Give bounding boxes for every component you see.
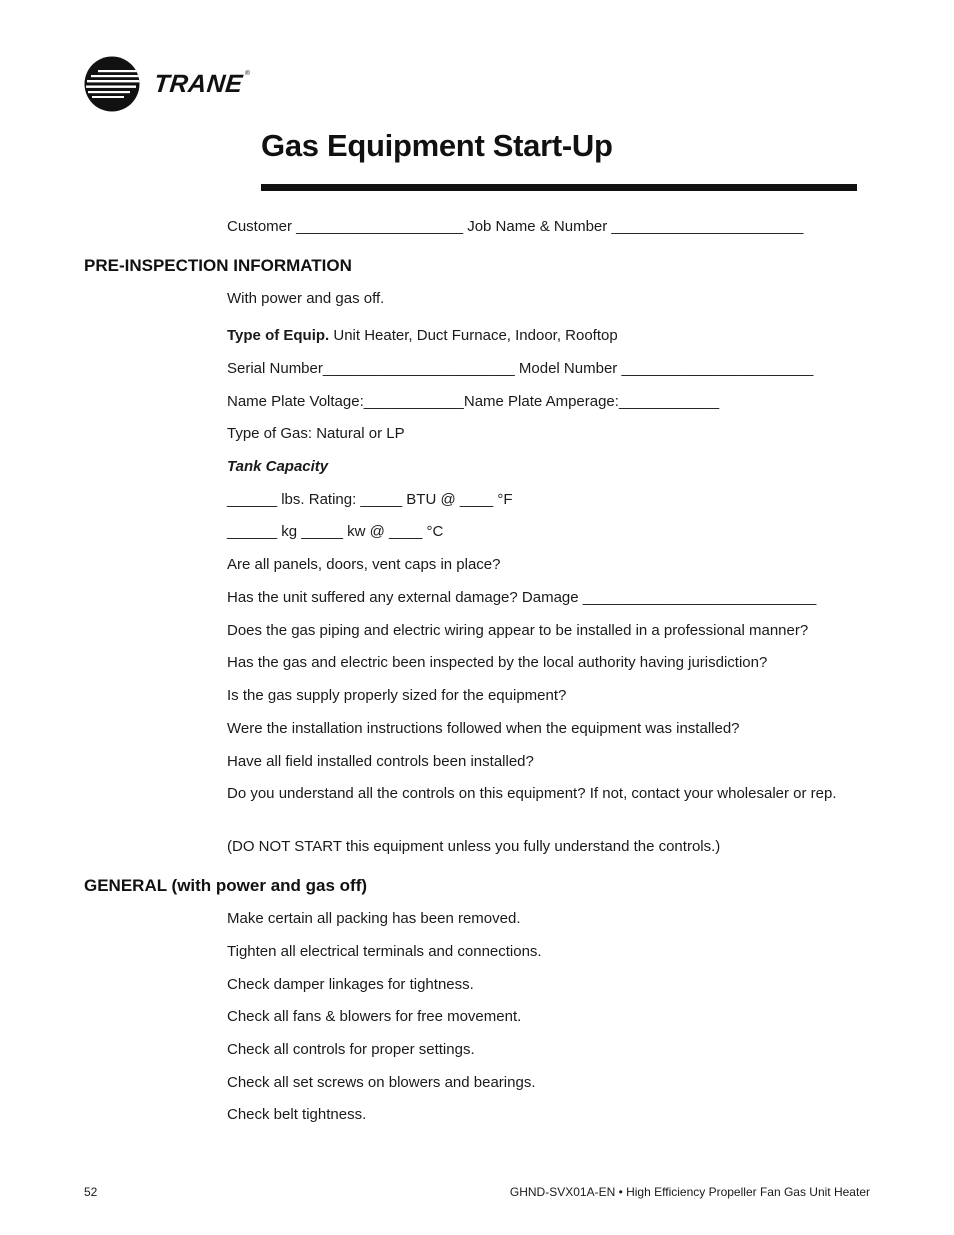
tank-capacity-label: Tank Capacity: [227, 458, 329, 475]
question-item: Is the gas supply properly sized for the equipment?: [227, 687, 567, 704]
question-item: Have all field installed controls been installed?: [227, 753, 534, 770]
trane-wordmark: TRANE®: [152, 69, 251, 98]
checklist-item: Check damper linkages for tightness.: [227, 976, 474, 993]
pre-inspection-heading: PRE-INSPECTION INFORMATION: [84, 256, 352, 275]
question-item: Are all panels, doors, vent caps in place?: [227, 556, 501, 573]
document-reference: GHND-SVX01A-EN • High Efficiency Propeller Fan Gas Unit Heater: [509, 1185, 870, 1199]
question-item: Does the gas piping and electric wiring appear to be installed in a professional manner?: [227, 622, 809, 639]
equip-type-line: [227, 325, 618, 346]
controls-warning: (DO NOT START this equipment unless you fully understand the controls.): [227, 838, 721, 855]
question-item: Has the unit suffered any external damage? Damage ____________________________: [227, 589, 817, 606]
power-note: With power and gas off.: [227, 290, 385, 307]
checklist-item: Check belt tightness.: [227, 1106, 367, 1123]
trane-circle-logo-icon: [84, 56, 140, 112]
question-item: Were the installation instructions followed when the equipment was installed?: [227, 720, 740, 737]
tank-lbs-line: ______ lbs. Rating: _____ BTU @ ____ °F: [227, 491, 513, 508]
title-rule: [261, 184, 857, 191]
checklist-item: Check all fans & blowers for free movement.: [227, 1008, 522, 1025]
trane-logo: [84, 56, 249, 112]
question-item: Do you understand all the controls on this equipment? If not, contact your wholesaler or rep.: [227, 785, 837, 802]
gas-type-line: Type of Gas: Natural or LP: [227, 425, 405, 442]
serial-model-line: Serial Number_______________________ Model Number _______________________: [227, 360, 814, 377]
checklist-item: Check all controls for proper settings.: [227, 1041, 475, 1058]
question-item: Has the gas and electric been inspected by the local authority having jurisdiction?: [227, 654, 768, 671]
checklist-item: Tighten all electrical terminals and connections.: [227, 943, 542, 960]
customer-job-line: Customer ____________________ Job Name & Number _______________________: [227, 218, 804, 235]
equip-type-label: Type of Equip.: [227, 327, 330, 344]
general-heading: GENERAL (with power and gas off): [84, 876, 368, 895]
checklist-item: Make certain all packing has been removed.: [227, 910, 521, 927]
checklist-item: Check all set screws on blowers and bearings.: [227, 1074, 536, 1091]
page-number: 52: [84, 1185, 98, 1199]
tank-kg-line: ______ kg _____ kw @ ____ °C: [227, 523, 444, 540]
page-title: Gas Equipment Start-Up: [261, 128, 613, 163]
equip-type-value: Unit Heater, Duct Furnace, Indoor, Rooftop: [329, 327, 618, 344]
nameplate-line: Name Plate Voltage:____________Name Plate Amperage:____________: [227, 393, 720, 410]
